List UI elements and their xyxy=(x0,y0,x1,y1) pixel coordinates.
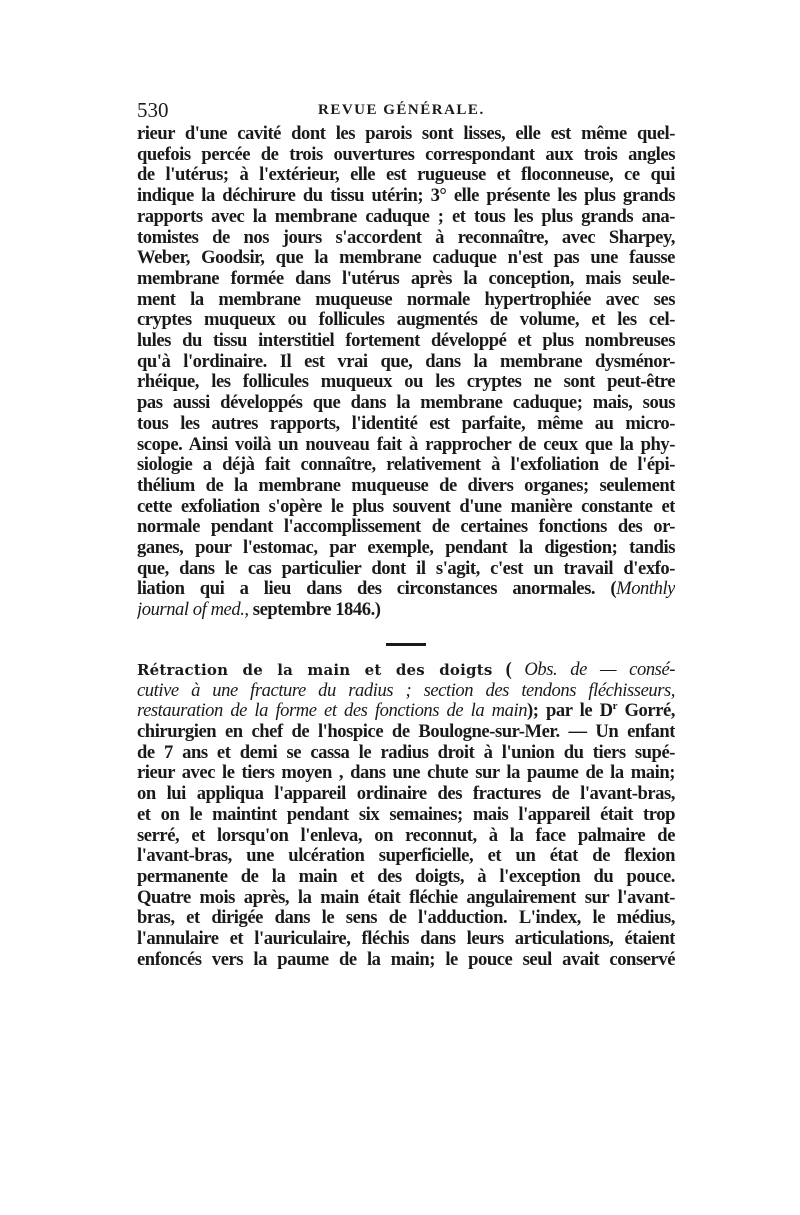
text-line: rieur avec le tiers moyen , dans une chute sur la paume de la main; xyxy=(137,763,675,784)
text-line: pas aussi développés que dans la membrane caduque; mais, sous xyxy=(137,393,675,414)
text-line: indique la déchirure du tissu utérin; 3° elle présente les plus grands xyxy=(137,186,675,207)
journal-title-cont: journal of med., xyxy=(137,600,249,621)
text-line: bras, et dirigée dans le sens de l'adduction. L'index, le médius, xyxy=(137,908,675,929)
running-title: REVUE GÉNÉRALE. xyxy=(318,102,485,118)
observation-subtitle: cutive à une fracture du radius ; section des tendons fléchisseurs, xyxy=(137,680,675,701)
text-line: tous les autres rapports, l'identité est parfaite, même au micro- xyxy=(137,413,675,434)
text-line: permanente de la main et des doigts, à l'exception du pouce. xyxy=(137,866,675,887)
paragraph-1 xyxy=(137,124,675,621)
paragraph-2 xyxy=(137,660,675,971)
text-line: de 7 ans et demi se cassa le radius droit à l'union du tiers supé- xyxy=(137,742,675,763)
text-line: siologie a déjà fait connaître, relativement à l'exfoliation de l'épi- xyxy=(137,455,675,476)
text-line: tomistes de nos jours s'accordent à reconnaître, avec Sharpey, xyxy=(137,227,675,248)
text-line: rhéique, les follicules muqueux ou les cryptes ne sont peut-être xyxy=(137,372,675,393)
text-line: on lui appliqua l'appareil ordinaire des fractures de l'avant-bras, xyxy=(137,784,675,805)
book-page xyxy=(137,96,675,970)
text-line: thélium de la membrane muqueuse de divers organes; seulement xyxy=(137,475,675,496)
observation-subtitle: restauration de la forme et des fonctions de la main xyxy=(137,701,528,722)
superscript: r xyxy=(612,701,618,713)
text-line: Quatre mois après, la main était fléchie angulairement sur l'avant- xyxy=(137,887,675,908)
text-line: scope. Ainsi voilà un nouveau fait à rapprocher de ceux que la phy- xyxy=(137,434,675,455)
text-line xyxy=(137,701,675,722)
text-line: Weber, Goodsir, que la membrane caduque n'est pas une fausse xyxy=(137,248,675,269)
text-line: de l'utérus; à l'extérieur, elle est rugueuse et floconneuse, ce qui xyxy=(137,165,675,186)
text-segment: ); par le D xyxy=(527,701,613,722)
text-line: quefois percée de trois ouvertures correspondant aux trois angles xyxy=(137,144,675,165)
text-line: normale pendant l'accomplissement de certaines fonctions des or- xyxy=(137,517,675,538)
text-line: rieur d'une cavité dont les parois sont lisses, elle est même quel- xyxy=(137,124,675,144)
citation-date: septembre 1846.) xyxy=(248,600,381,621)
section-divider xyxy=(386,643,426,646)
text-line: rapports avec la membrane caduque ; et tous les plus grands ana- xyxy=(137,206,675,227)
page-number: 530 xyxy=(137,98,169,122)
text-line: membrane formée dans l'utérus après la conception, mais seule- xyxy=(137,268,675,289)
text-line: cette exfoliation s'opère le plus souvent d'une manière constante et xyxy=(137,496,675,517)
text-line xyxy=(137,579,675,600)
text-line: qu'à l'ordinaire. Il est vrai que, dans la membrane dysménor- xyxy=(137,351,675,372)
text-line: ganes, pour l'estomac, par exemple, pendant la digestion; tandis xyxy=(137,538,675,559)
author-name: Gorré, xyxy=(617,701,675,722)
text-line: l'avant-bras, une ulcération superficielle, et un état de flexion xyxy=(137,846,675,867)
text-line xyxy=(137,660,675,681)
text-line: enfoncés vers la paume de la main; le pouce seul avait conservé xyxy=(137,949,675,970)
text-line: lules du tissu interstitiel fortement développé et plus nombreuses xyxy=(137,331,675,352)
text-line: serré, et lorsqu'on l'enleva, on reconnut, à la face palmaire de xyxy=(137,825,675,846)
text-line xyxy=(137,600,675,621)
observation-subtitle: Obs. de — consé- xyxy=(524,659,675,680)
text-line: et on le maintint pendant six semaines; mais l'appareil était trop xyxy=(137,804,675,825)
text-line: cryptes muqueux ou follicules augmentés de volume, et les cel- xyxy=(137,310,675,331)
running-head xyxy=(137,96,675,124)
text-line: que, dans le cas particulier dont il s'agit, c'est un travail d'exfo- xyxy=(137,558,675,579)
text-line xyxy=(137,681,675,702)
journal-title: Monthly xyxy=(616,579,675,600)
text-line: chirurgien en chef de l'hospice de Boulogne-sur-Mer. — Un enfant xyxy=(137,721,675,742)
section-title: Rétraction de la main et des doigts xyxy=(137,660,493,679)
text-segment: ( xyxy=(492,659,525,680)
text-line: l'annulaire et l'auriculaire, fléchis dans leurs articulations, étaient xyxy=(137,929,675,950)
text-segment: liation qui a lieu dans des circonstances anormales. ( xyxy=(137,579,617,600)
text-line: ment la membrane muqueuse normale hypertrophiée avec ses xyxy=(137,289,675,310)
